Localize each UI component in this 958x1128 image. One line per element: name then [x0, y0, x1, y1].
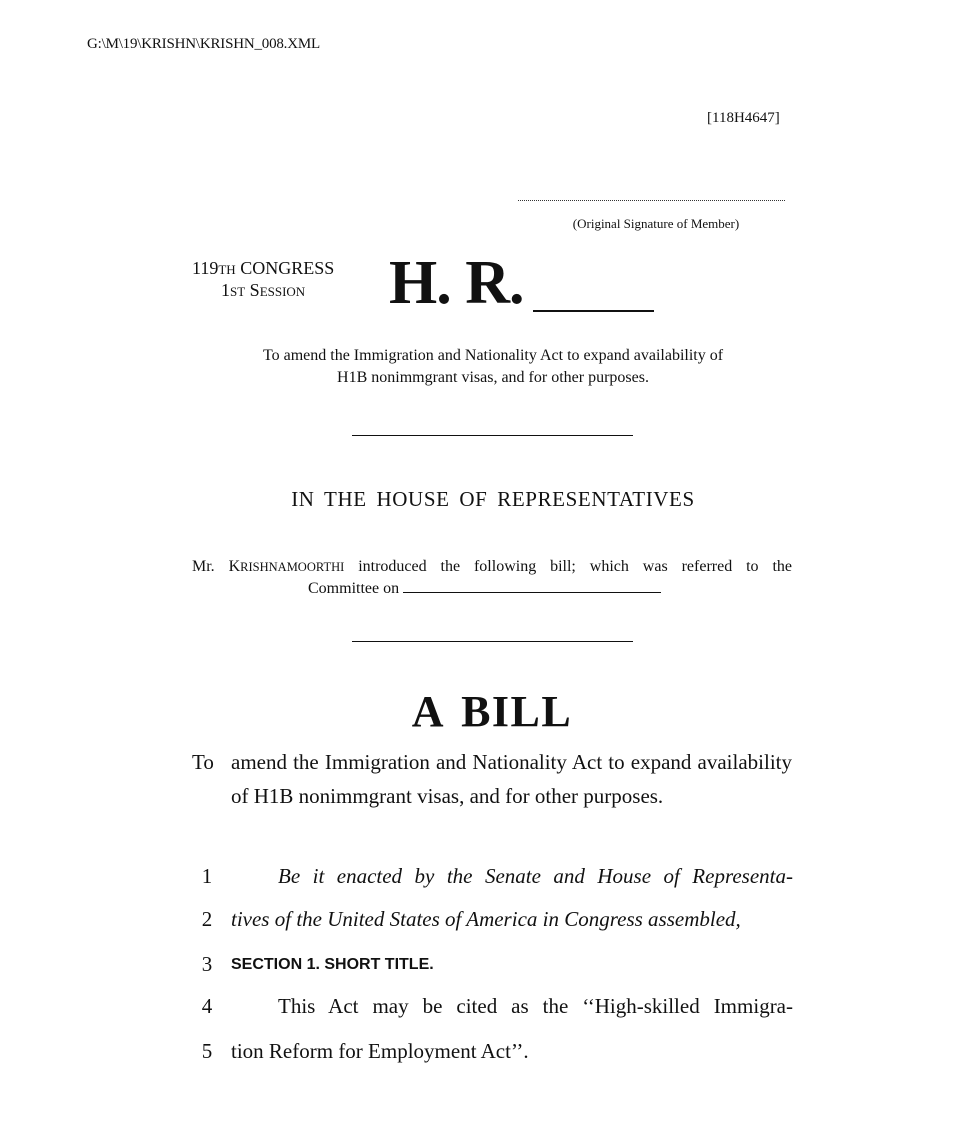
- signature-caption: (Original Signature of Member): [572, 216, 740, 231]
- enacting-clause-line-2: tives of the United States of America in Congress assembled,: [231, 907, 741, 931]
- short-description-line-1: To amend the Immigration and Nationality Act to expand availability of: [262, 347, 724, 364]
- file-path: G:\M\19\KRISHN\KRISHN_008.XML: [87, 36, 320, 52]
- divider-rule: [352, 435, 633, 436]
- line-number: 3: [201, 952, 213, 976]
- sponsor-first-letter: K: [228, 558, 241, 575]
- divider-rule: [352, 641, 633, 642]
- introduction-text: [192, 556, 792, 600]
- draft-id: [118H4647]: [707, 110, 780, 126]
- session-number: 1: [221, 280, 230, 300]
- bill-number-blank: [533, 310, 654, 312]
- bill-prefix: H. R.: [389, 249, 524, 317]
- short-description-line-2: H1B nonimmgrant visas, and for other purposes.: [337, 369, 649, 386]
- short-title-line-1: This Act may be cited as the ‘‘High-skilled Immigra-: [278, 994, 793, 1018]
- session-suffix: ST: [230, 284, 246, 299]
- bill-heading: A BILL: [411, 687, 573, 736]
- session-word-rest: ESSION: [259, 284, 306, 299]
- congress-word: CONGRESS: [235, 258, 335, 278]
- purpose-clause: [192, 745, 792, 813]
- enacting-clause-line-1: Be it enacted by the Senate and House of Representa-: [278, 864, 793, 888]
- signature-line: [518, 188, 785, 201]
- congress-number: 119: [192, 258, 219, 278]
- congress-session-block: [192, 258, 334, 302]
- introduction-line-2: [192, 578, 792, 600]
- section-heading: SECTION 1. SHORT TITLE.: [231, 956, 434, 973]
- line-number: 2: [201, 907, 213, 931]
- line-number: 5: [201, 1039, 213, 1063]
- intro-text-1: introduced the following bill; which was referred to the: [344, 558, 793, 575]
- line-number: 1: [201, 864, 213, 888]
- short-title-line-2: tion Reform for Employment Act’’.: [231, 1039, 529, 1063]
- introduction-line-1: [192, 556, 792, 578]
- purpose-text: amend the Immigration and Nationality Act to expand availability of H1B nonimmgrant visas, and for other purposes.: [231, 750, 792, 808]
- committee-label: Committee on: [308, 580, 400, 597]
- congress-label: [192, 258, 334, 280]
- session-label: [192, 280, 334, 302]
- line-number: 4: [201, 994, 213, 1018]
- committee-blank: [403, 578, 661, 593]
- house-heading: IN THE HOUSE OF REPRESENTATIVES: [291, 487, 695, 511]
- intro-mr: Mr.: [192, 558, 229, 575]
- short-description: [200, 345, 786, 389]
- session-word-first: S: [249, 280, 260, 300]
- congress-number-suffix: TH: [218, 262, 236, 277]
- sponsor-name-rest: RISHNAMOORTHI: [240, 560, 345, 574]
- purpose-label: To: [192, 750, 214, 774]
